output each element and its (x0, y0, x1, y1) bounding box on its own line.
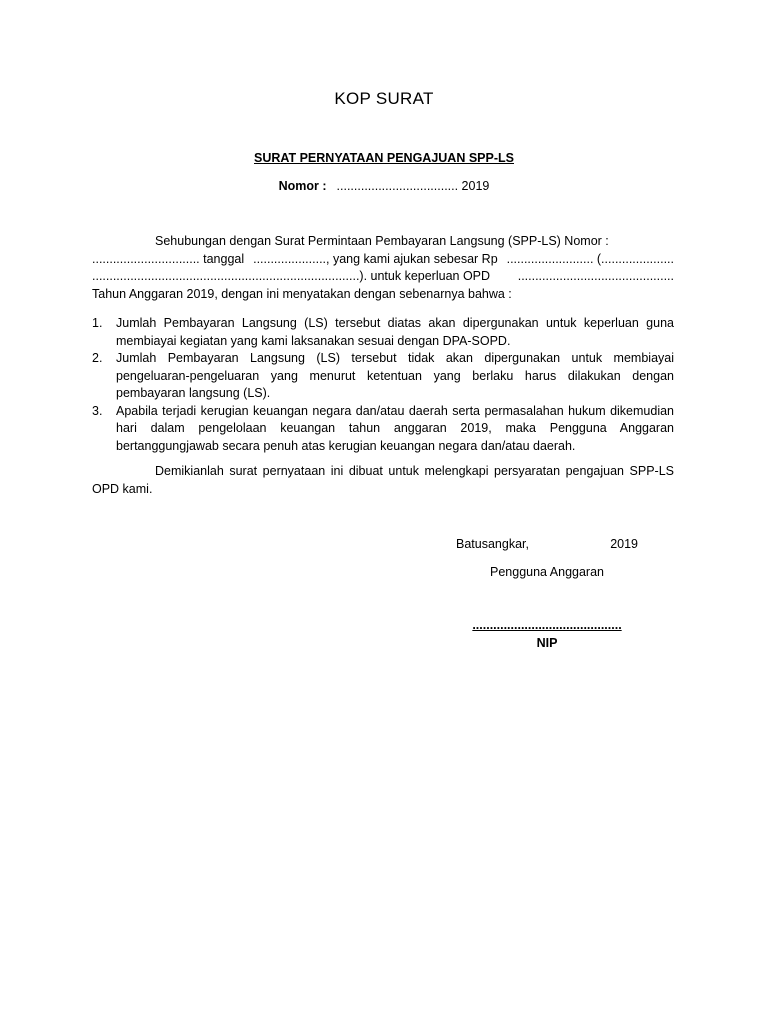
number-label: Nomor : (278, 179, 327, 193)
number-value: ................................... 2019 (336, 179, 490, 193)
list-item-number: 1. (92, 316, 103, 330)
list-item-text: Apabila terjadi kerugian keuangan negara dan/atau daerah serta permasalahan hukum dikemudian hari dalam pengelolaan keuangan tahun anggaran 2019, maka Pengguna Anggaran bertanggungjawab secara penuh atas kerugian keuangan negara dan/atau daerah. (116, 403, 674, 453)
document-title: SURAT PERNYATAAN PENGAJUAN SPP-LS (254, 151, 514, 165)
closing-text: Demikianlah surat pernyataan ini dibuat untuk melengkapi persyaratan pengajuan SPP-LS OPD kami. (92, 464, 674, 496)
intro-line-2-part-b: ....................., yang kami ajukan sebesar Rp (253, 251, 498, 266)
intro-line-2-part-a: ............................... tanggal (92, 251, 245, 266)
closing-paragraph (92, 463, 674, 498)
list-item (92, 350, 674, 403)
intro-line-1: Sehubungan dengan Surat Permintaan Pembayaran Langsung (SPP-LS) Nomor : (155, 234, 609, 248)
list-item-number: 2. (92, 351, 103, 365)
statement-list (92, 315, 674, 455)
intro-line-4: Tahun Anggaran 2019, dengan ini menyatakan dengan sebenarnya bahwa : (92, 286, 512, 301)
list-item (92, 403, 674, 456)
document-number (0, 179, 768, 193)
intro-line-2-part-c: ......................... (..................... (506, 251, 674, 266)
signature-place: Batusangkar, (456, 537, 529, 551)
signature-name-line: ........................................... (472, 618, 622, 632)
list-item-text: Jumlah Pembayaran Langsung (LS) tersebut tidak akan dipergunakan untuk membiayai pengeluaran-pengeluaran yang menurut ketentuan yang berlaku harus dilakukan dengan pembayaran langsung (LS). (116, 351, 674, 400)
signature-year: 2019 (610, 537, 638, 551)
intro-line-3-part-b: ............................................. (517, 269, 674, 283)
list-item (92, 315, 674, 350)
intro-line-3-part-a: .............................................................................). untuk keperluan OPD (92, 269, 491, 283)
intro-line-3 (92, 268, 674, 286)
letterhead: KOP SURAT (334, 89, 434, 108)
signature-nip: NIP (536, 636, 558, 650)
list-item-number: 3. (92, 403, 103, 418)
intro-paragraph (92, 233, 674, 303)
list-item-text: Jumlah Pembayaran Langsung (LS) tersebut diatas akan dipergunakan untuk keperluan guna membiayai kegiatan yang kami laksanakan sesuai dengan DPA-SOPD. (116, 316, 674, 348)
signature-role: Pengguna Anggaran (490, 565, 604, 579)
intro-line-2 (92, 251, 674, 269)
signature-place-date (456, 537, 638, 551)
